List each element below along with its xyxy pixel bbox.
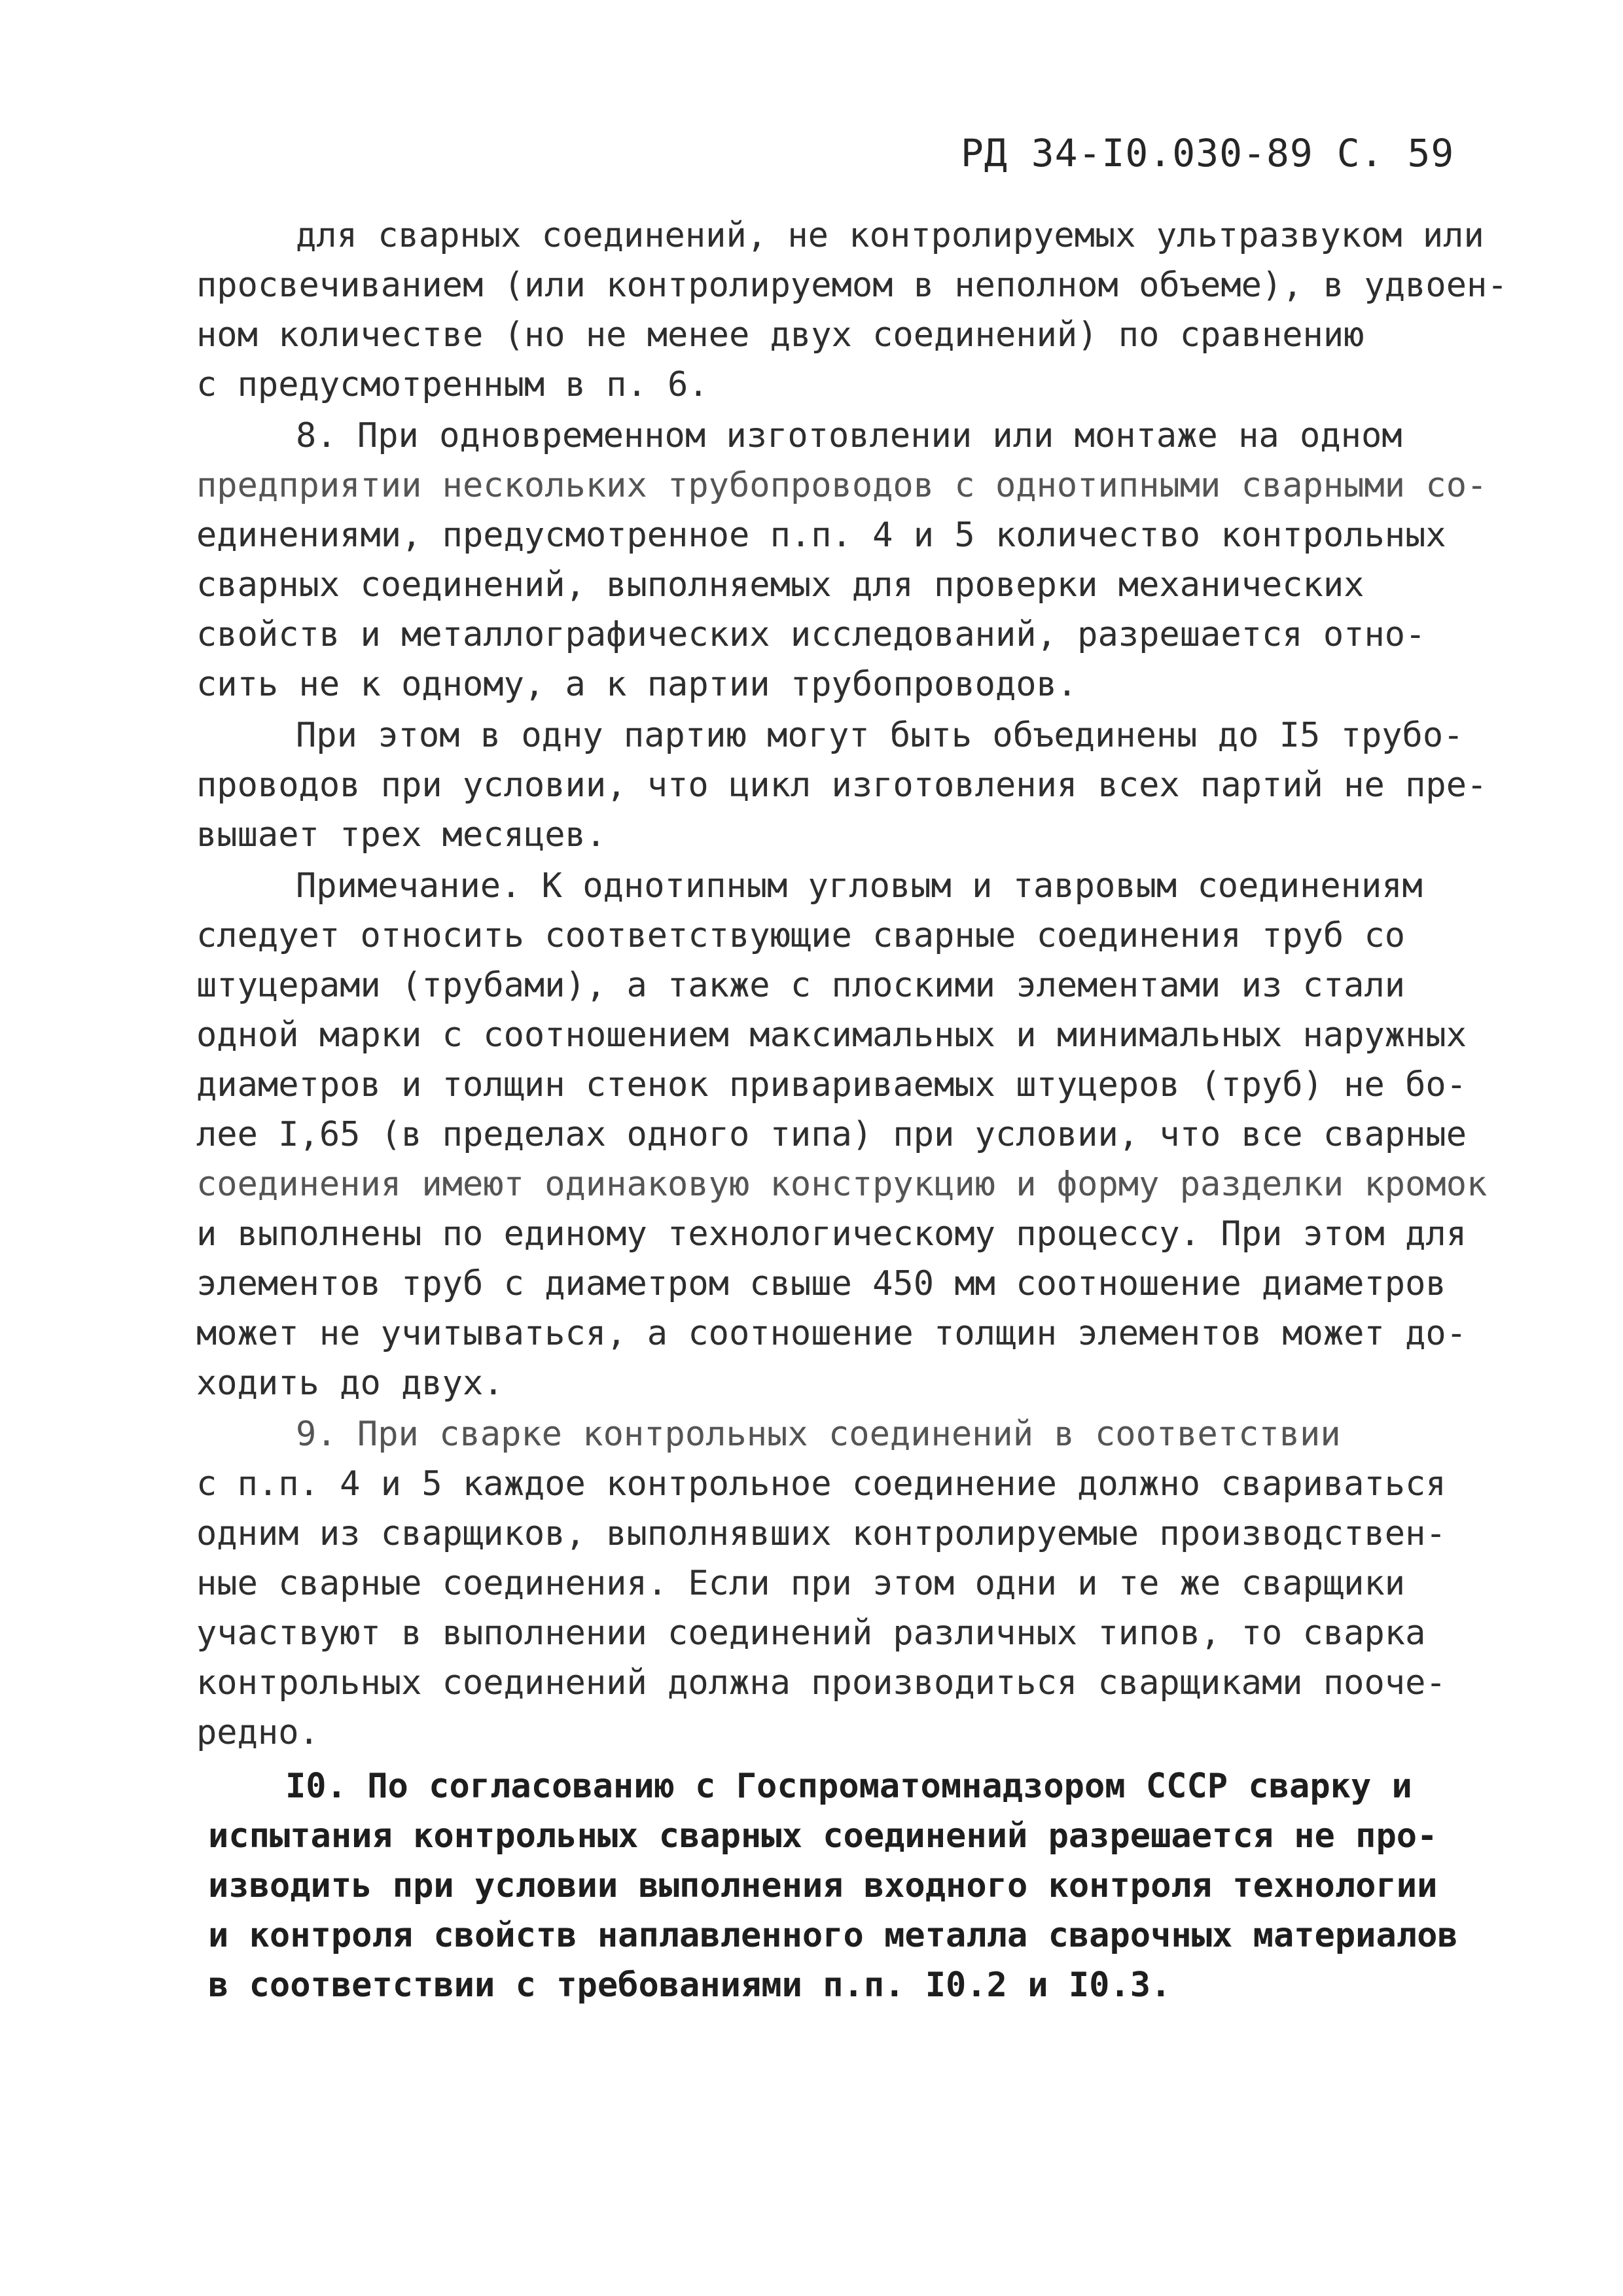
text-line: с п.п. 4 и 5 каждое контрольное соединение должно свариваться <box>196 1464 1446 1504</box>
text-line: ходить до двух. <box>196 1364 504 1403</box>
text-line: в соответствии с требованиями п.п. I0.2 и I0.3. <box>208 1966 1171 2005</box>
text-line: участвуют в выполнении соединений различных типов, то сварка <box>196 1614 1426 1653</box>
text-line: испытания контрольных сварных соединений разрешается не про- <box>208 1816 1438 1856</box>
text-line: 8. При одновременном изготовлении или монтаже на одном <box>296 416 1402 455</box>
text-line: одной марки с соотношением максимальных и минимальных наружных <box>196 1016 1467 1055</box>
text-line: с предусмотренным в п. 6. <box>196 365 709 404</box>
text-line: проводов при условии, что цикл изготовления всех партий не пре- <box>196 766 1488 805</box>
text-line: может не учитываться, а соотношение толщин элементов может до- <box>196 1314 1467 1353</box>
text-line: диаметров и толщин стенок привариваемых штуцеров (труб) не бо- <box>196 1065 1467 1104</box>
text-line: и контроля свойств наплавленного металла сварочных материалов <box>208 1916 1458 1955</box>
text-line: предприятии нескольких трубопроводов с однотипными сварными со- <box>196 466 1488 505</box>
text-line: сить не к одному, а к партии трубопроводов. <box>196 665 1078 704</box>
text-line: и выполнены по единому технологическому процессу. При этом для <box>196 1214 1467 1254</box>
text-line: ные сварные соединения. Если при этом одни и те же сварщики <box>196 1564 1406 1603</box>
page-header: РД 34-I0.030-89 С. 59 <box>961 131 1455 175</box>
text-line: свойств и металлографических исследований, разрешается отно- <box>196 615 1426 654</box>
text-line: редно. <box>196 1713 319 1752</box>
text-line: для сварных соединений, не контролируемых ультразвуком или <box>296 216 1484 255</box>
text-line: Примечание. К однотипным угловым и тавровым соединениям <box>296 866 1423 906</box>
text-line: сварных соединений, выполняемых для проверки механических <box>196 565 1364 605</box>
text-line: изводить при условии выполнения входного контроля технологии <box>208 1866 1438 1905</box>
text-line: I0. По согласованию с Госпроматомнадзором СССР сварку и <box>285 1767 1412 1806</box>
text-line: контрольных соединений должна производиться сварщиками пооче- <box>196 1663 1446 1703</box>
text-line: единениями, предусмотренное п.п. 4 и 5 количество контрольных <box>196 516 1446 555</box>
text-line: штуцерами (трубами), а также с плоскими элементами из стали <box>196 966 1406 1005</box>
text-line: соединения имеют одинаковую конструкцию и форму разделки кромок <box>196 1165 1488 1204</box>
text-line: лее I,65 (в пределах одного типа) при условии, что все сварные <box>196 1115 1467 1154</box>
text-line: При этом в одну партию могут быть объединены до I5 трубо- <box>296 716 1464 755</box>
text-line: просвечиванием (или контролируемом в неполном объеме), в удвоен- <box>196 266 1508 305</box>
text-line: 9. При сварке контрольных соединений в соответствии <box>296 1415 1341 1454</box>
text-line: ном количестве (но не менее двух соединений) по сравнению <box>196 315 1364 355</box>
text-line: следует относить соответствующие сварные соединения труб со <box>196 916 1406 955</box>
text-line: элементов труб с диаметром свыше 450 мм соотношение диаметров <box>196 1264 1446 1303</box>
text-line: одним из сварщиков, выполнявших контролируемые производствен- <box>196 1514 1446 1553</box>
text-line: вышает трех месяцев. <box>196 815 607 855</box>
